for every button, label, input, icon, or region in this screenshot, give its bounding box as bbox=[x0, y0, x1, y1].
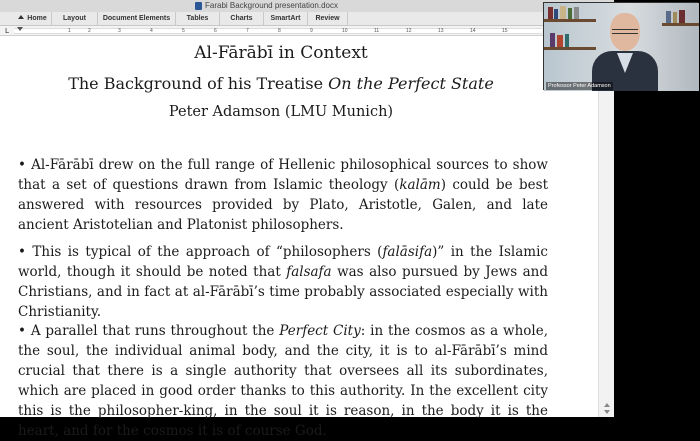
subtitle-text: The Background of his Treatise bbox=[68, 74, 329, 93]
ruler-number: 14 bbox=[470, 28, 476, 34]
ruler-number: 10 bbox=[342, 28, 348, 34]
bookshelf bbox=[662, 23, 699, 26]
document-page[interactable] bbox=[0, 37, 598, 439]
ruler-number: 9 bbox=[310, 28, 313, 34]
book bbox=[565, 34, 569, 47]
tab-document-elements[interactable]: Document Elements bbox=[98, 12, 176, 26]
participant-name-label: Professor Peter Adamson bbox=[548, 83, 611, 89]
ruler-number: 3 bbox=[118, 28, 121, 34]
title-bar bbox=[0, 0, 614, 12]
tab-smartart[interactable]: SmartArt bbox=[264, 12, 308, 26]
paragraph-text: • This is typical of the approach of “philosophers ( bbox=[18, 244, 383, 260]
ruler-number: 5 bbox=[182, 28, 185, 34]
ruler-strip bbox=[14, 28, 542, 34]
scroll-down-icon[interactable] bbox=[604, 410, 610, 414]
book bbox=[560, 6, 566, 19]
tab-home-label: Home bbox=[27, 15, 47, 22]
book bbox=[557, 35, 563, 47]
paragraph-text: • A parallel that runs throughout the bbox=[18, 323, 280, 339]
ruler-number: 13 bbox=[438, 28, 444, 34]
scroll-up-icon[interactable] bbox=[604, 403, 610, 407]
paragraph-italic: Perfect City bbox=[279, 323, 361, 339]
tab-home[interactable] bbox=[14, 12, 52, 26]
book bbox=[666, 11, 671, 23]
paragraph-3 bbox=[18, 321, 548, 441]
ruler bbox=[0, 26, 614, 36]
tab-review[interactable]: Review bbox=[308, 12, 348, 26]
word-document-icon bbox=[195, 2, 202, 10]
paragraph-text: was also pursued by Jews and Christians, and in fact at al-Fārābī’s time probably associated especially with Christianity. bbox=[18, 264, 548, 320]
book bbox=[554, 9, 558, 19]
vertical-scrollbar[interactable] bbox=[598, 37, 614, 417]
tab-charts[interactable]: Charts bbox=[220, 12, 264, 26]
bookshelf bbox=[544, 19, 596, 22]
paragraph-text: • Al-Fārābī drew on the full range of Hellenic philosophical sources to show that a set of questions drawn from Islamic theology ( bbox=[18, 157, 548, 193]
paragraph-1 bbox=[18, 155, 548, 235]
window-title: Farabi Background presentation.docx bbox=[205, 1, 338, 10]
tab-layout[interactable]: Layout bbox=[52, 12, 98, 26]
paragraph-italic: falsafa bbox=[286, 264, 332, 280]
book bbox=[548, 7, 553, 19]
paragraph-2 bbox=[18, 242, 548, 322]
paragraph-text: )” in the Islamic world, though it should be noted that bbox=[18, 244, 548, 280]
tab-stop-icon[interactable]: L bbox=[5, 27, 9, 35]
home-icon bbox=[18, 15, 24, 19]
document-title: Al-Fārābī in Context bbox=[194, 43, 368, 63]
ruler-number: 11 bbox=[374, 28, 380, 34]
ruler-number: 12 bbox=[406, 28, 412, 34]
webcam-feed bbox=[543, 2, 698, 90]
ruler-number: 8 bbox=[278, 28, 281, 34]
ribbon-tabs bbox=[0, 12, 614, 26]
tab-tables[interactable]: Tables bbox=[176, 12, 220, 26]
document-author: Peter Adamson (LMU Munich) bbox=[168, 104, 394, 120]
book bbox=[574, 7, 579, 19]
book bbox=[568, 8, 572, 19]
ruler-number: 4 bbox=[150, 28, 153, 34]
paragraph-italic: kalām bbox=[399, 177, 441, 193]
ruler-number: 2 bbox=[88, 28, 91, 34]
book bbox=[550, 33, 555, 47]
book bbox=[673, 12, 677, 23]
paragraph-text: : in the cosmos as a whole, the soul, the individual animal body, and the city, it is to al-Fārābī’s mind crucial that there is a single authority that oversees all its subordinates, which are placed in good order thanks to this authority. In the excellent city this is the philosopher-king, in the soul it is reason, in the body it is the heart, and for the cosmos it is of course God. bbox=[18, 323, 548, 439]
ruler-number: 15 bbox=[502, 28, 508, 34]
indent-marker-icon[interactable] bbox=[17, 27, 23, 31]
paragraph-italic: falāsifa bbox=[382, 244, 433, 260]
glasses-icon bbox=[612, 29, 638, 34]
ruler-number: 6 bbox=[214, 28, 217, 34]
ruler-number: 1 bbox=[68, 28, 71, 34]
bookshelf bbox=[544, 47, 596, 50]
paragraph-text: ) could be best answered with resources provided by Plato, Aristotle, Galen, and late ancient Aristotelian and Platonist philosophers. bbox=[18, 177, 548, 233]
subtitle-italic: On the Perfect State bbox=[328, 74, 494, 93]
document-subtitle bbox=[0, 74, 562, 93]
book bbox=[679, 10, 685, 23]
ruler-number: 7 bbox=[246, 28, 249, 34]
